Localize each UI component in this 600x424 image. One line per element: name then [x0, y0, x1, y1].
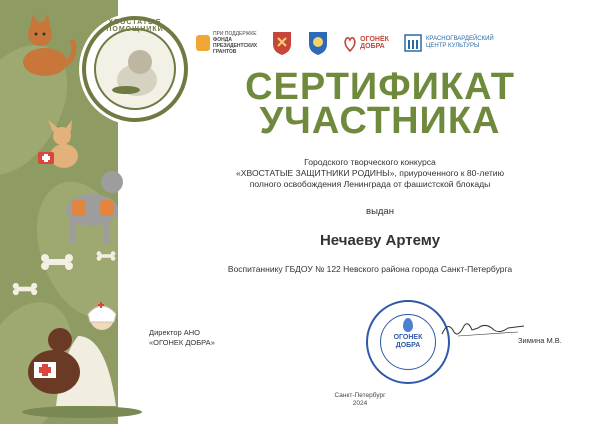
dog-emblem-icon — [96, 30, 178, 112]
contest-description — [160, 157, 580, 190]
director-line2: «ОГОНЕК ДОБРА» — [149, 338, 215, 347]
contest-line3: полного освобождения Ленинграда от фашистской блокады — [249, 179, 491, 189]
director-block — [149, 328, 215, 348]
contest-line2: «ХВОСТАТЫЕ ЗАЩИТНИКИ РОДИНЫ», приуроченного к 80-летию — [235, 168, 505, 178]
fund-line4: ГРАНТОВ — [213, 49, 237, 55]
city-name: Санкт-Петербург — [334, 392, 386, 399]
contest-emblem — [82, 16, 188, 122]
title-line1: СЕРТИФИКАТ — [245, 66, 515, 108]
emblem-inner-circle — [94, 28, 176, 110]
district-arms-icon — [307, 30, 329, 56]
sponsor-logos — [196, 28, 566, 58]
culture-center-logo — [403, 33, 494, 53]
stamp-line1: ОГОНЕК — [393, 334, 423, 341]
culture-building-icon — [403, 33, 423, 53]
presidential-grants-logo — [196, 31, 257, 55]
fund-line1: ПРИ ПОДДЕРЖКЕ — [213, 31, 257, 37]
stamp-line2: ДОБРА — [395, 342, 421, 349]
director-line1: Директор АНО — [149, 328, 201, 337]
handwritten-signature — [438, 314, 528, 344]
bone-icon — [12, 282, 38, 296]
issued-label: выдан — [366, 206, 394, 217]
grant-fund-icon — [196, 35, 210, 51]
ogonek-dobra-logo — [343, 34, 389, 52]
signer-name: Зимина М.В. — [518, 336, 562, 345]
city-year — [300, 392, 420, 408]
recipient-description: Воспитаннику ГБДОУ № 122 Невского района города Санкт-Петербурга — [227, 264, 513, 274]
flame-heart-icon — [343, 34, 357, 52]
emblem-text: ХВОСТАТЫЕ ПОМОЩНИКИ — [106, 19, 164, 33]
culture-line2: ЦЕНТР КУЛЬТУРЫ — [425, 43, 480, 49]
certificate-title — [180, 66, 580, 142]
contest-line1: Городского творческого конкурса — [304, 157, 436, 167]
nurse-with-dog-illustration — [6, 296, 146, 420]
title-line2: УЧАСТНИКА — [259, 100, 501, 142]
recipient-name: Нечаеву Артему — [319, 232, 441, 249]
cat-illustration — [10, 10, 80, 90]
ogonek-line1: ОГОНЁК — [360, 36, 389, 43]
bone-icon — [40, 254, 74, 270]
bone-icon — [96, 250, 116, 262]
ogonek-line2: ДОБРА — [360, 43, 385, 50]
culture-line1: КРАСНОГВАРДЕЙСКИЙ — [425, 36, 494, 42]
coat-of-arms-icon — [271, 30, 293, 56]
fund-line2: ФОНДА — [213, 37, 232, 43]
year: 2024 — [352, 400, 368, 407]
drop-icon — [403, 318, 413, 332]
service-dog-illustration — [56, 160, 136, 250]
fund-line3: ПРЕЗИДЕНТСКИХ — [213, 43, 258, 49]
